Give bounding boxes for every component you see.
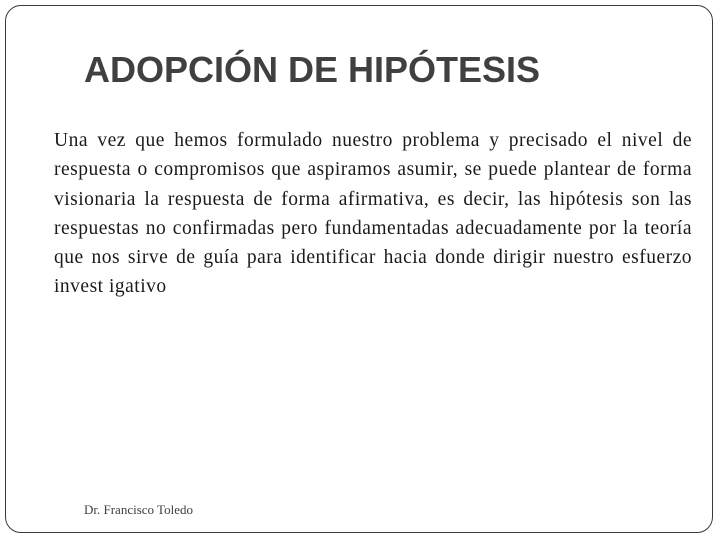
slide-title: ADOPCIÓN DE HIPÓTESIS xyxy=(84,49,541,90)
slide-footer-author: Dr. Francisco Toledo xyxy=(84,502,193,517)
slide xyxy=(5,5,713,533)
slide-body-text: Una vez que hemos formulado nuestro problema y precisado el nivel de respuesta o compromisos que aspiramos asumir, se puede plantear de forma visionaria la respuesta de forma afirmativa, es decir, las hipótesis son las respuestas no confirmadas pero fundamentadas adecuadamente por la teoría que nos sirve de guía para identificar hacia donde dirigir nuestro esfuerzo invest igativo xyxy=(54,130,692,298)
